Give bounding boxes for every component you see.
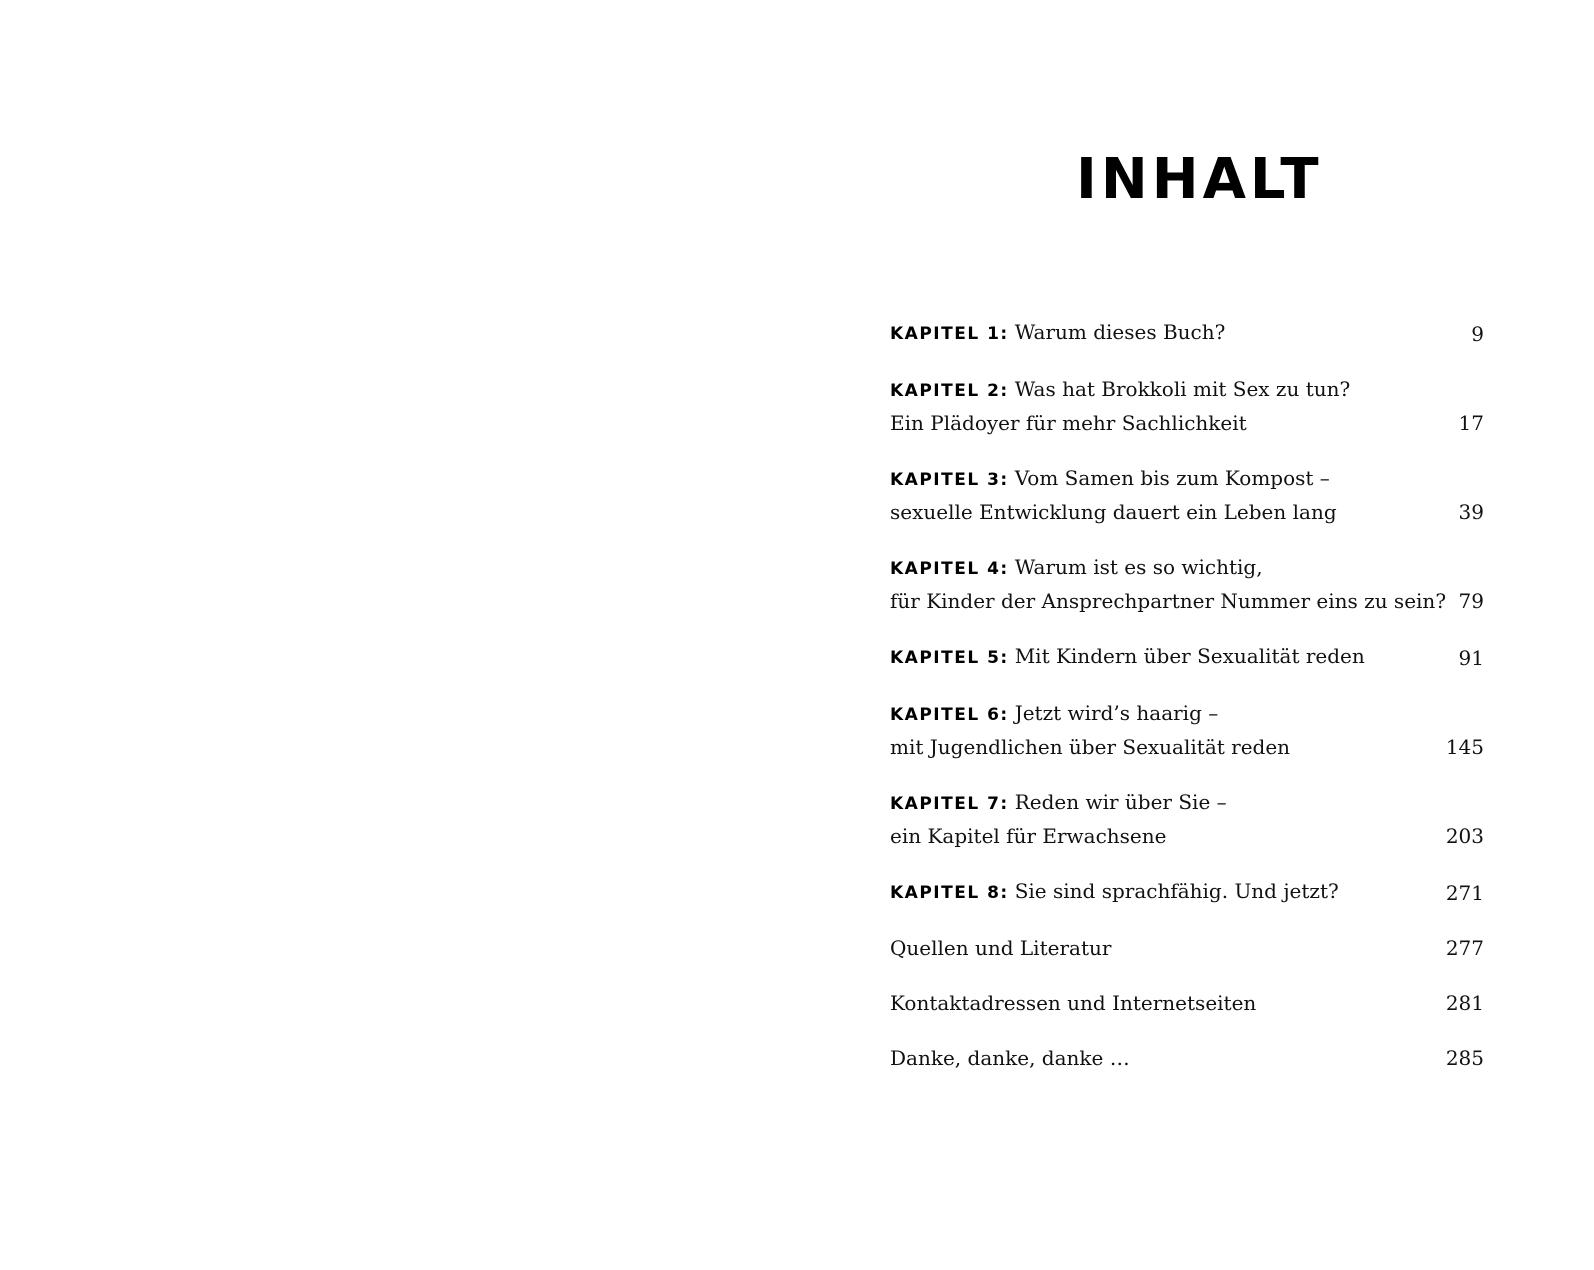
- toc-entry-line: [890, 786, 1484, 820]
- toc-entry-thanks: [890, 1042, 1484, 1074]
- toc-entry-chapter-1: [890, 316, 1484, 350]
- toc-entry-chapter-7: [890, 786, 1484, 852]
- chapter-title: Was hat Brokkoli mit Sex zu tun?: [1014, 377, 1351, 401]
- table-of-contents: [890, 316, 1484, 1097]
- chapter-title: Reden wir über Sie –: [1014, 790, 1227, 814]
- toc-entry-sources: [890, 932, 1484, 964]
- chapter-title: Warum ist es so wichtig,: [1014, 555, 1263, 579]
- toc-entry-line: [890, 1042, 1484, 1074]
- page-number: 9: [1471, 322, 1484, 346]
- section-title: Danke, danke, danke …: [890, 1046, 1130, 1070]
- toc-entry-line: [890, 640, 1484, 674]
- chapter-label: KAPITEL 4:: [890, 559, 1009, 579]
- toc-entry-chapter-5: [890, 640, 1484, 674]
- section-title: Kontaktadressen und Internetseiten: [890, 991, 1257, 1015]
- chapter-label: KAPITEL 2:: [890, 381, 1009, 401]
- toc-entry-chapter-2: [890, 373, 1484, 439]
- toc-entry-chapter-4: [890, 551, 1484, 617]
- chapter-subtitle: Ein Plädoyer für mehr Sachlichkeit: [890, 411, 1247, 435]
- chapter-title: Jetzt wird’s haarig –: [1014, 701, 1219, 725]
- page-number: 203: [1445, 824, 1484, 848]
- page-number: 39: [1458, 500, 1484, 524]
- chapter-label: KAPITEL 1:: [890, 324, 1009, 344]
- page-number: 17: [1458, 411, 1484, 435]
- page-number: 285: [1445, 1046, 1484, 1070]
- chapter-label: KAPITEL 5:: [890, 648, 1009, 668]
- toc-entry-chapter-8: [890, 875, 1484, 909]
- chapter-label: KAPITEL 3:: [890, 470, 1009, 490]
- page-number: 281: [1445, 991, 1484, 1015]
- chapter-label: KAPITEL 7:: [890, 794, 1009, 814]
- toc-entry-line: [890, 373, 1484, 407]
- chapter-title: Mit Kindern über Sexualität reden: [1014, 644, 1365, 668]
- toc-entry-line: [890, 462, 1484, 496]
- toc-entry-line: [890, 316, 1484, 350]
- page-number: 79: [1458, 589, 1484, 613]
- chapter-label: KAPITEL 6:: [890, 705, 1009, 725]
- chapter-title: Vom Samen bis zum Kompost –: [1014, 466, 1330, 490]
- toc-entry-line: [890, 697, 1484, 731]
- toc-entry-chapter-6: [890, 697, 1484, 763]
- chapter-label: KAPITEL 8:: [890, 883, 1009, 903]
- toc-entry-line: [890, 551, 1484, 585]
- chapter-subtitle: ein Kapitel für Erwachsene: [890, 824, 1167, 848]
- chapter-subtitle: für Kinder der Ansprechpartner Nummer eins zu sein?: [890, 589, 1447, 613]
- page-number: 277: [1445, 936, 1484, 960]
- toc-entry-contacts: [890, 987, 1484, 1019]
- toc-entry-line: [890, 875, 1484, 909]
- toc-entry-chapter-3: [890, 462, 1484, 528]
- section-title: Quellen und Literatur: [890, 936, 1112, 960]
- chapter-title: Sie sind sprachfähig. Und jetzt?: [1014, 879, 1339, 903]
- toc-entry-line: [890, 987, 1484, 1019]
- page-title: INHALT: [1076, 147, 1323, 212]
- chapter-subtitle: sexuelle Entwicklung dauert ein Leben lang: [890, 500, 1337, 524]
- chapter-title: Warum dieses Buch?: [1014, 320, 1226, 344]
- page-number: 271: [1445, 881, 1484, 905]
- page-number: 91: [1458, 646, 1484, 670]
- toc-entry-line: [890, 932, 1484, 964]
- chapter-subtitle: mit Jugendlichen über Sexualität reden: [890, 735, 1291, 759]
- page-number: 145: [1445, 735, 1484, 759]
